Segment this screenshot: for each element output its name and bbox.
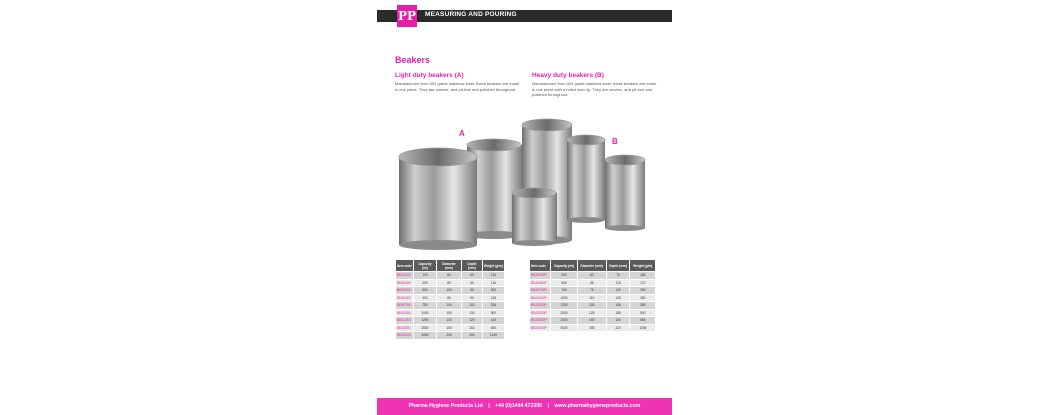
catalogue-page [377,0,672,415]
item-code-cell: BEA1000P [530,294,551,302]
table-cell: 170 [630,279,656,287]
logo-text: PP [397,9,417,23]
table-cell: 100 [436,309,461,317]
table-cell: 110 [577,294,606,302]
table-row [530,324,656,332]
table-cell: 395 [630,302,656,310]
column-header: Diameter (mm) [577,260,606,272]
table-cell: 218 [482,294,504,302]
beakers-illustration [377,105,672,255]
table-row [396,272,505,280]
table-cell: 2500 [551,317,577,325]
table-cell: 120 [436,317,461,325]
item-code-cell: BEA2000P [530,309,551,317]
table-cell: 50 [462,279,483,287]
table-cell: 120 [462,317,483,325]
footer-company: Pharma Hygiene Products Ltd [408,403,483,409]
table-cell: 300 [413,287,436,295]
item-code-cell: BEA3000P [530,324,551,332]
heavy-duty-heading: Heavy duty beakers (B) [532,72,604,79]
table-cell: 500 [551,279,577,287]
table-cell: 100 [413,272,436,280]
section-title: Beakers [395,55,431,65]
table-cell: 100 [436,287,461,295]
item-code-cell: BEA1000 [396,309,414,317]
column-header: Weight (g/m) [482,260,504,272]
table-cell: 125 [577,309,606,317]
table-row [530,279,656,287]
item-code-cell: BEA0750P [530,287,551,295]
light-duty-table-header [396,260,505,272]
table-cell: 200 [551,272,577,280]
beaker-small-front [512,188,557,246]
table-cell: 100 [462,302,483,310]
table-cell: 400 [413,294,436,302]
table-cell: 105 [577,302,606,310]
table-cell: 3000 [551,324,577,332]
table-cell: 1250 [551,302,577,310]
table-row [396,302,505,310]
column-header: Depth (mm) [462,260,483,272]
item-code-cell: BEA0200 [396,279,414,287]
light-duty-heading: Light duty beakers (A) [395,72,464,79]
table-row [396,279,505,287]
beaker-small-right [605,155,645,231]
heavy-duty-table [529,259,656,332]
footer-separator: | [547,403,549,409]
header-bar [377,10,672,22]
table-cell: 3000 [413,332,436,340]
footer-website[interactable]: www.pharmahygieneproducts.com [554,403,641,409]
table-cell: 2500 [413,324,436,332]
table-cell: 90 [462,294,483,302]
column-header: Diameter (mm) [436,260,461,272]
table-cell: 185 [606,309,630,317]
table-cell: 145 [606,302,630,310]
table-cell: 60 [577,272,606,280]
item-code-cell: BEA0400 [396,294,414,302]
table-row [396,309,505,317]
heavy-duty-description: Manufactured from 304 grade stainless steel, these beakers are made in one piece with a rolled over lip. They are crevice- and pit-free and polished throughout. [532,81,657,97]
table-cell: 75 [577,287,606,295]
table-cell: 300 [482,309,504,317]
table-cell: 60 [462,272,483,280]
table-cell: 80 [436,279,461,287]
table-cell: 565 [630,317,656,325]
item-code-cell: BEA0300 [396,287,414,295]
table-cell: 115 [606,279,630,287]
table-cell: 70 [606,272,630,280]
item-code-cell: BEA0100 [396,272,414,280]
table-cell: 115 [482,272,504,280]
table-cell: 1000 [551,294,577,302]
column-header: Item code [396,260,414,272]
table-row [530,287,656,295]
table-row [530,272,656,280]
table-row [530,317,656,325]
table-cell: 220 [606,324,630,332]
table-cell: 650 [482,324,504,332]
item-code-cell: BEA2500 [396,324,414,332]
table-cell: 60 [436,272,461,280]
item-code-cell: BEA3000 [396,332,414,340]
table-cell: 185 [630,272,656,280]
table-cell: 1215 [482,332,504,340]
item-code-cell: BEA1250P [530,302,551,310]
table-row [396,294,505,302]
table-cell: 415 [482,317,504,325]
brand-logo [397,5,417,27]
light-duty-table [395,259,505,340]
table-cell: 50 [462,287,483,295]
table-cell: 160 [606,317,630,325]
heavy-duty-column [532,72,657,98]
table-row [396,317,505,325]
table-cell: 750 [413,302,436,310]
table-row [396,324,505,332]
item-code-cell: BEA0400P [530,279,551,287]
table-row [396,287,505,295]
beaker-large-front [399,148,477,250]
table-cell: 290 [630,287,656,295]
column-header: Item code [530,260,551,272]
table-cell: 1250 [413,317,436,325]
table-row [530,302,656,310]
item-code-cell: BEA0200P [530,272,551,280]
table-cell: 85 [577,279,606,287]
table-cell: 200 [436,332,461,340]
heavy-duty-table-header [530,260,656,272]
table-cell: 500 [630,309,656,317]
table-cell: 150 [577,317,606,325]
table-cell: 150 [436,324,461,332]
table-cell: 125 [606,294,630,302]
table-cell: 325 [482,302,504,310]
table-row [530,309,656,317]
column-header: Capacity (ml) [551,260,577,272]
table-cell: 115 [482,279,504,287]
column-header: Weight (g/m) [630,260,656,272]
item-code-cell: BEA2500P [530,317,551,325]
table-row [396,332,505,340]
table-cell: 1005 [630,324,656,332]
table-cell: 185 [577,324,606,332]
table-row [530,294,656,302]
table-cell: 2000 [551,309,577,317]
table-cell: 300 [630,294,656,302]
table-cell: 200 [462,332,483,340]
table-cell: 80 [436,294,461,302]
table-cell: 1000 [413,309,436,317]
table-cell: 100 [436,302,461,310]
table-cell: 140 [606,287,630,295]
footer-separator: | [488,403,490,409]
photo-label-b: B [612,137,618,146]
table-cell: 150 [462,324,483,332]
column-header: Depth (mm) [606,260,630,272]
light-duty-table-body [396,272,505,340]
footer-phone: +44 (0)1444 472300 [495,403,542,409]
table-cell: 200 [413,279,436,287]
beakers-photo [377,105,672,255]
beaker-medium-right [567,135,605,223]
table-cell: 750 [551,287,577,295]
light-duty-column [395,72,520,92]
header-title: MEASURING AND POURING [425,11,517,18]
table-cell: 260 [482,287,504,295]
light-duty-description: Manufactured from 304 grade stainless steel, these beakers are made in one piece. They are crevice- and pit-free and polished throughout. [395,81,520,92]
photo-label-a: A [459,129,465,138]
footer-contact [377,403,672,409]
item-code-cell: BEA1250 [396,317,414,325]
item-code-cell: BEA0750 [396,302,414,310]
table-cell: 130 [462,309,483,317]
heavy-duty-table-body [530,272,656,332]
column-header: Capacity (ml) [413,260,436,272]
